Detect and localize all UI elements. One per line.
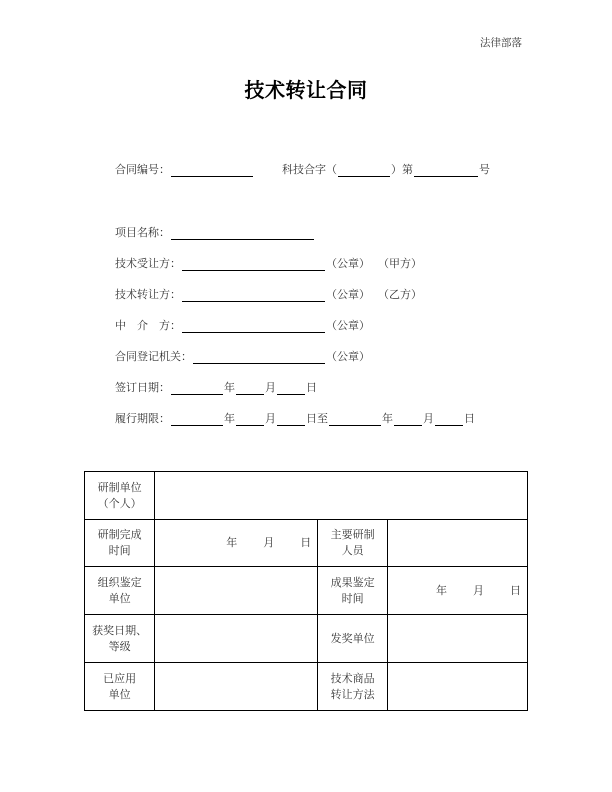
tech-contract-suffix: 号 [479, 163, 490, 176]
sign-date-year-label: 年 [224, 381, 235, 394]
appraisal-day-label: 日 [510, 583, 521, 597]
main-developers-label: 主要研制 [330, 528, 375, 541]
transfer-method-label: 技术商品 [330, 671, 375, 685]
term-end-day-field[interactable] [435, 413, 463, 426]
completion-time-label-sub: 时间 [108, 544, 131, 557]
appraisal-org-field[interactable] [155, 567, 318, 615]
transfer-method-field[interactable] [388, 663, 528, 711]
registration-seal: （公章） [326, 350, 370, 363]
intermediary-seal: （公章） [326, 319, 370, 332]
tech-contract-year-field[interactable] [338, 164, 390, 177]
term-end-year-field[interactable] [329, 413, 381, 426]
completion-time-field[interactable] [155, 520, 318, 567]
dev-unit-label-sub: （个人） [97, 496, 142, 510]
transferor-line [115, 286, 422, 302]
dev-unit-field[interactable] [155, 472, 528, 520]
label-cell-award-org [318, 615, 388, 663]
term-start-month-label: 月 [265, 412, 276, 425]
label-cell-appraisal-time [318, 567, 388, 615]
header-tag: 法律部落 [480, 37, 522, 49]
transferee-seal: （公章） [326, 257, 370, 270]
term-label: 履行期限： [115, 412, 170, 425]
transferee-label: 技术受让方： [115, 257, 181, 270]
party-b-label: （乙方） [378, 288, 422, 301]
dev-unit-label: 研制单位 [97, 480, 142, 494]
tech-contract-number-line [282, 161, 490, 177]
transfer-method-label-sub: 转让方法 [330, 687, 375, 701]
sign-date-day-label: 日 [306, 381, 317, 394]
transferee-field[interactable] [182, 258, 325, 271]
intermediary-line [115, 317, 370, 333]
transferee-line [115, 255, 422, 271]
sign-date-month-label: 月 [265, 381, 276, 394]
table-row [85, 520, 528, 567]
appraisal-year-label: 年 [436, 583, 447, 597]
tech-contract-number-field[interactable] [414, 164, 478, 177]
contract-number-label: 合同编号： [115, 163, 170, 176]
appraisal-time-label: 成果鉴定 [330, 575, 375, 589]
intermediary-field[interactable] [182, 320, 325, 333]
intermediary-label: 中 介 方： [115, 319, 181, 332]
label-cell-dev-unit [85, 472, 155, 520]
award-org-label: 发奖单位 [330, 631, 375, 645]
term-start-year-label: 年 [224, 412, 235, 425]
project-name-label: 项目名称： [115, 226, 170, 239]
applied-units-field[interactable] [155, 663, 318, 711]
label-cell-appraisal-org [85, 567, 155, 615]
table-row [85, 472, 528, 520]
project-info-table [84, 471, 528, 711]
appraisal-month-label: 月 [473, 583, 484, 597]
applied-units-label-sub: 单位 [108, 687, 131, 701]
registration-field[interactable] [193, 351, 325, 364]
sign-date-line [115, 379, 317, 395]
registration-label: 合同登记机关： [115, 350, 192, 363]
transferor-seal: （公章） [326, 288, 370, 301]
label-cell-applied-units [85, 663, 155, 711]
sign-date-day-field[interactable] [277, 382, 305, 395]
appraisal-org-label-sub: 单位 [108, 591, 131, 605]
sign-date-label: 签订日期： [115, 381, 170, 394]
term-line [115, 410, 475, 426]
label-cell-award [85, 615, 155, 663]
completion-month-label: 月 [263, 536, 275, 549]
term-end-month-field[interactable] [394, 413, 422, 426]
transferor-field[interactable] [182, 289, 325, 302]
tech-contract-label: 科技合字（ [282, 163, 337, 176]
label-cell-completion-time [85, 520, 155, 567]
table-row [85, 567, 528, 615]
table-row [85, 663, 528, 711]
completion-time-label: 研制完成 [97, 528, 142, 541]
completion-day-label: 日 [300, 536, 312, 549]
term-end-month-label: 月 [423, 412, 434, 425]
applied-units-label: 已应用 [103, 671, 137, 685]
registration-line [115, 348, 370, 364]
term-start-day-label: 日至 [306, 412, 328, 425]
contract-number-field[interactable] [171, 164, 253, 177]
award-org-field[interactable] [388, 615, 528, 663]
table-row [85, 615, 528, 663]
document-title: 技术转让合同 [244, 78, 368, 102]
award-label-sub: 等级 [108, 639, 131, 653]
term-start-year-field[interactable] [171, 413, 223, 426]
main-developers-label-sub: 人员 [341, 544, 364, 557]
contract-number-line [115, 161, 254, 177]
award-label: 获奖日期、 [92, 623, 148, 637]
sign-date-year-field[interactable] [171, 382, 223, 395]
appraisal-time-field[interactable] [388, 567, 528, 615]
term-end-day-label: 日 [464, 412, 475, 425]
award-field[interactable] [155, 615, 318, 663]
term-start-month-field[interactable] [236, 413, 264, 426]
label-cell-main-developers [318, 520, 388, 567]
appraisal-time-label-sub: 时间 [341, 591, 364, 605]
tech-contract-close-label: ）第 [391, 163, 413, 176]
sign-date-month-field[interactable] [236, 382, 264, 395]
main-developers-field[interactable] [388, 520, 528, 567]
project-name-line [115, 224, 315, 240]
party-a-label: （甲方） [378, 257, 422, 270]
project-name-field[interactable] [171, 227, 314, 240]
transferor-label: 技术转让方： [115, 288, 181, 301]
term-end-year-label: 年 [382, 412, 393, 425]
completion-year-label: 年 [226, 536, 238, 549]
term-start-day-field[interactable] [277, 413, 305, 426]
label-cell-transfer-method [318, 663, 388, 711]
appraisal-org-label: 组织鉴定 [97, 575, 142, 589]
